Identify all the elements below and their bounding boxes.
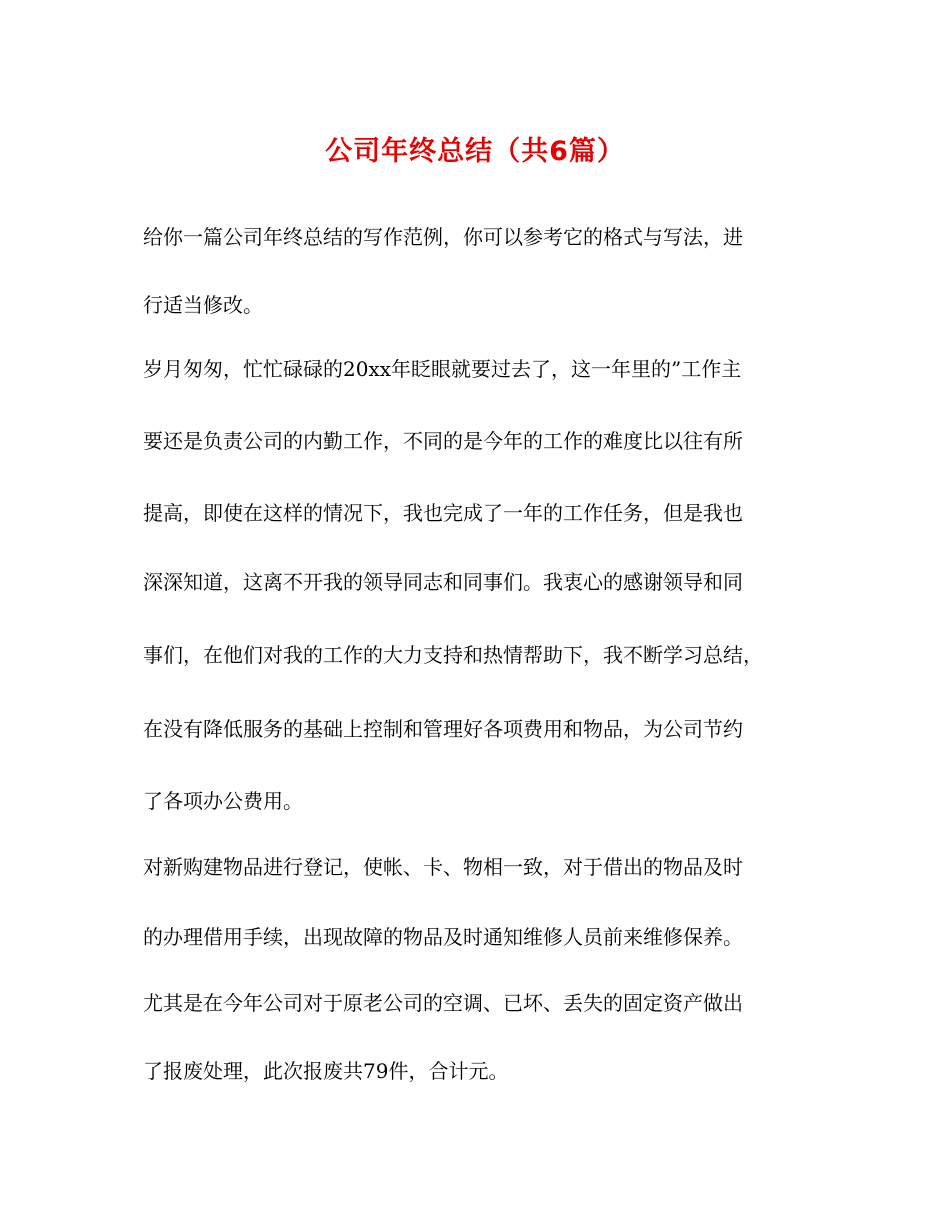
body-line-5: 提高，即使在这样的情况下，我也完成了一年的工作任务，但是我也 [143,501,743,525]
body-line-2: 行适当修改。 [143,293,263,317]
body-line-8: 在没有降低服务的基础上控制和管理好各项费用和物品，为公司节约 [143,717,743,741]
body-line-7: 事们，在他们对我的工作的大力支持和热情帮助下，我不断学习总结， [143,643,763,667]
body-line-11: 的办理借用手续，出现故障的物品及时通知维修人员前来维修保养。 [143,925,743,949]
body-line-1: 给你一篇公司年终总结的写作范例，你可以参考它的格式与写法，进 [143,225,743,249]
document-title: 公司年终总结（共6篇） [325,136,625,167]
body-line-6: 深深知道，这离不开我的领导同志和同事们。我衷心的感谢领导和同 [143,570,743,594]
body-line-3: 岁月匆匆，忙忙碌碌的20xx年眨眼就要过去了，这一年里的”工作主 [143,357,742,381]
body-line-12: 尤其是在今年公司对于原老公司的空调、已坏、丢失的固定资产做出 [143,991,743,1015]
body-line-10: 对新购建物品进行登记，使帐、卡、物相一致，对于借出的物品及时 [143,855,743,879]
body-line-4: 要还是负责公司的内勤工作，不同的是今年的工作的难度比以往有所 [143,429,743,453]
body-line-9: 了各项办公费用。 [143,789,303,813]
body-line-13: 了报废处理，此次报废共79件，合计元。 [143,1059,509,1083]
